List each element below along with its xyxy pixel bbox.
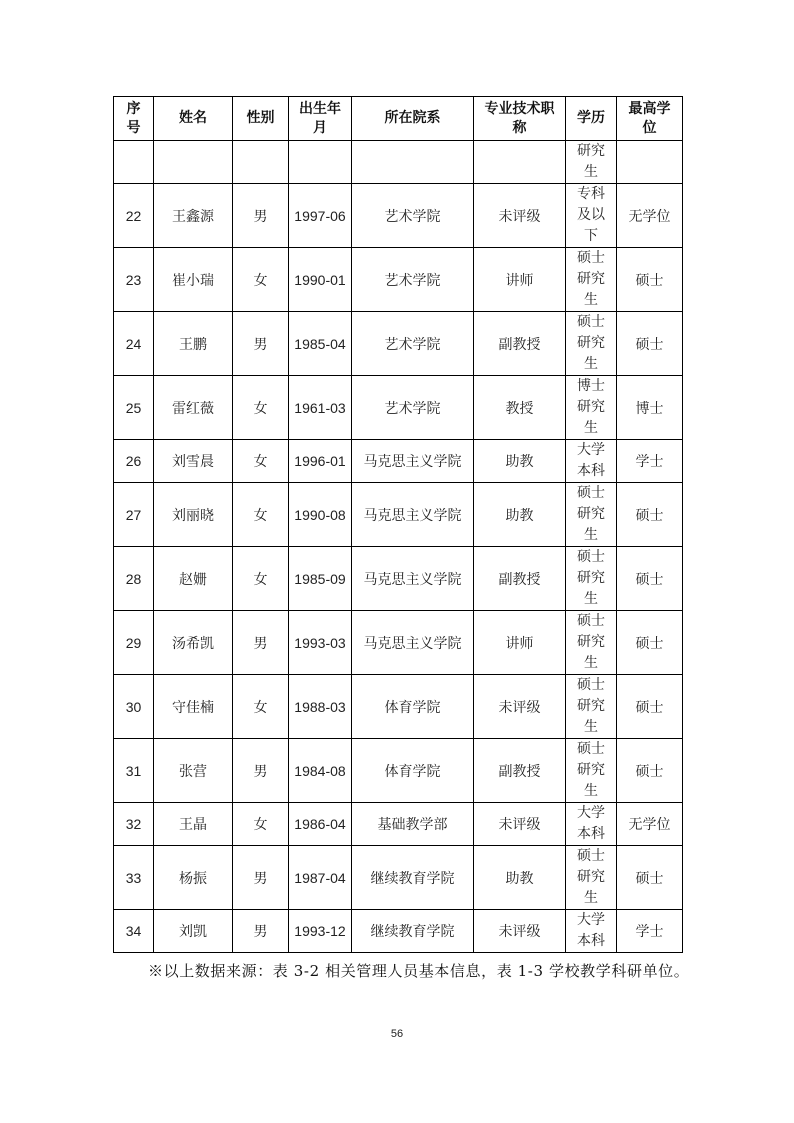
cell-degree: 硕士 bbox=[617, 248, 683, 312]
cell-department: 艺术学院 bbox=[352, 312, 474, 376]
cell-gender: 女 bbox=[233, 675, 289, 739]
header-title: 专业技术职称 bbox=[474, 97, 566, 141]
cell-education: 研究生 bbox=[566, 141, 617, 184]
cell-birth: 1985-04 bbox=[289, 312, 352, 376]
education-text: 大学本科 bbox=[577, 442, 605, 479]
cell-department: 艺术学院 bbox=[352, 376, 474, 440]
cell-education bbox=[566, 248, 617, 312]
cell-title: 未评级 bbox=[474, 675, 566, 739]
cell-birth: 1993-12 bbox=[289, 910, 352, 953]
cell-gender: 男 bbox=[233, 846, 289, 910]
cell-birth: 1996-01 bbox=[289, 440, 352, 483]
cell-title: 教授 bbox=[474, 376, 566, 440]
education-text: 大学本科 bbox=[577, 805, 605, 842]
header-row bbox=[114, 97, 683, 141]
table-row bbox=[114, 611, 683, 675]
education-text: 硕士研究生 bbox=[577, 613, 605, 671]
cell-department: 马克思主义学院 bbox=[352, 440, 474, 483]
table-row bbox=[114, 248, 683, 312]
table-row bbox=[114, 910, 683, 953]
cell-education bbox=[566, 483, 617, 547]
staff-table bbox=[113, 96, 683, 953]
cell-degree: 硕士 bbox=[617, 675, 683, 739]
cell-index: 25 bbox=[114, 376, 154, 440]
cell-title: 助教 bbox=[474, 483, 566, 547]
cell-name: 刘雪晨 bbox=[154, 440, 233, 483]
cell-education bbox=[566, 675, 617, 739]
cell-education bbox=[566, 547, 617, 611]
cell-index: 34 bbox=[114, 910, 154, 953]
cell-title: 副教授 bbox=[474, 739, 566, 803]
cell-degree: 无学位 bbox=[617, 803, 683, 846]
cell-name: 雷红薇 bbox=[154, 376, 233, 440]
cell-name: 崔小瑞 bbox=[154, 248, 233, 312]
cell-degree: 无学位 bbox=[617, 184, 683, 248]
cell-index: 24 bbox=[114, 312, 154, 376]
education-text: 硕士研究生 bbox=[577, 848, 605, 906]
cell-index: 29 bbox=[114, 611, 154, 675]
education-text: 硕士研究生 bbox=[577, 485, 605, 543]
cell-degree: 学士 bbox=[617, 440, 683, 483]
cell-birth: 1985-09 bbox=[289, 547, 352, 611]
cell-birth: 1990-01 bbox=[289, 248, 352, 312]
header-gender: 性别 bbox=[233, 97, 289, 141]
cell-index: 28 bbox=[114, 547, 154, 611]
cell-birth: 1987-04 bbox=[289, 846, 352, 910]
cell-title: 讲师 bbox=[474, 611, 566, 675]
table-row bbox=[114, 440, 683, 483]
cell-education bbox=[566, 312, 617, 376]
cell-degree: 学士 bbox=[617, 910, 683, 953]
cell-gender: 男 bbox=[233, 611, 289, 675]
cell-name: 王鑫源 bbox=[154, 184, 233, 248]
cell-name: 守佳楠 bbox=[154, 675, 233, 739]
table-row bbox=[114, 803, 683, 846]
header-name: 姓名 bbox=[154, 97, 233, 141]
cell-name: 赵姗 bbox=[154, 547, 233, 611]
cell-title bbox=[474, 141, 566, 184]
table-row bbox=[114, 483, 683, 547]
cell-gender: 女 bbox=[233, 547, 289, 611]
cell-birth: 1986-04 bbox=[289, 803, 352, 846]
cell-title: 未评级 bbox=[474, 803, 566, 846]
cell-education bbox=[566, 846, 617, 910]
education-text: 专科及以下 bbox=[577, 186, 605, 244]
cell-degree: 硕士 bbox=[617, 611, 683, 675]
cell-gender: 女 bbox=[233, 248, 289, 312]
education-text: 博士研究生 bbox=[577, 378, 605, 436]
table-row bbox=[114, 376, 683, 440]
header-index: 序号 bbox=[114, 97, 154, 141]
cell-department: 体育学院 bbox=[352, 739, 474, 803]
cell-department bbox=[352, 141, 474, 184]
cell-index: 32 bbox=[114, 803, 154, 846]
table-header bbox=[114, 97, 683, 141]
cell-index: 23 bbox=[114, 248, 154, 312]
cell-department: 基础教学部 bbox=[352, 803, 474, 846]
cell-title: 讲师 bbox=[474, 248, 566, 312]
cell-gender: 男 bbox=[233, 910, 289, 953]
cell-index: 31 bbox=[114, 739, 154, 803]
cell-department: 体育学院 bbox=[352, 675, 474, 739]
cell-degree: 博士 bbox=[617, 376, 683, 440]
footnote: ※以上数据来源：表 3-2 相关管理人员基本信息，表 1-3 学校教学科研单位。 bbox=[148, 962, 690, 980]
cell-gender: 女 bbox=[233, 440, 289, 483]
cell-birth bbox=[289, 141, 352, 184]
cell-name: 汤希凯 bbox=[154, 611, 233, 675]
cell-department: 马克思主义学院 bbox=[352, 483, 474, 547]
cell-title: 未评级 bbox=[474, 910, 566, 953]
education-text: 硕士研究生 bbox=[577, 314, 605, 372]
cell-degree: 硕士 bbox=[617, 547, 683, 611]
cell-degree: 硕士 bbox=[617, 483, 683, 547]
cell-gender: 女 bbox=[233, 376, 289, 440]
table-row bbox=[114, 675, 683, 739]
cell-birth: 1984-08 bbox=[289, 739, 352, 803]
education-text: 硕士研究生 bbox=[577, 250, 605, 308]
header-birth: 出生年月 bbox=[289, 97, 352, 141]
table-row bbox=[114, 184, 683, 248]
cell-name: 刘丽晓 bbox=[154, 483, 233, 547]
cell-birth: 1997-06 bbox=[289, 184, 352, 248]
cell-department: 艺术学院 bbox=[352, 184, 474, 248]
cell-gender: 男 bbox=[233, 312, 289, 376]
cell-education bbox=[566, 739, 617, 803]
cell-name: 张营 bbox=[154, 739, 233, 803]
cell-education bbox=[566, 184, 617, 248]
cell-index: 27 bbox=[114, 483, 154, 547]
cell-education bbox=[566, 440, 617, 483]
cell-department: 马克思主义学院 bbox=[352, 547, 474, 611]
cell-name: 杨振 bbox=[154, 846, 233, 910]
cell-name: 王晶 bbox=[154, 803, 233, 846]
cell-gender: 男 bbox=[233, 739, 289, 803]
cell-index: 22 bbox=[114, 184, 154, 248]
cell-degree: 硕士 bbox=[617, 739, 683, 803]
header-education: 学历 bbox=[566, 97, 617, 141]
cell-degree: 硕士 bbox=[617, 312, 683, 376]
continuation-row bbox=[114, 141, 683, 184]
cell-birth: 1961-03 bbox=[289, 376, 352, 440]
cell-title: 助教 bbox=[474, 846, 566, 910]
cell-gender bbox=[233, 141, 289, 184]
cell-education bbox=[566, 803, 617, 846]
cell-education bbox=[566, 376, 617, 440]
cell-education bbox=[566, 910, 617, 953]
cell-name: 刘凯 bbox=[154, 910, 233, 953]
cell-index: 33 bbox=[114, 846, 154, 910]
cell-index: 26 bbox=[114, 440, 154, 483]
cell-title: 未评级 bbox=[474, 184, 566, 248]
table-row bbox=[114, 739, 683, 803]
cell-birth: 1988-03 bbox=[289, 675, 352, 739]
education-text: 硕士研究生 bbox=[577, 741, 605, 799]
cell-birth: 1993-03 bbox=[289, 611, 352, 675]
table-row bbox=[114, 547, 683, 611]
cell-gender: 男 bbox=[233, 184, 289, 248]
education-text: 硕士研究生 bbox=[577, 677, 605, 735]
cell-degree bbox=[617, 141, 683, 184]
cell-department: 继续教育学院 bbox=[352, 910, 474, 953]
table-body bbox=[114, 141, 683, 953]
cell-name bbox=[154, 141, 233, 184]
cell-title: 副教授 bbox=[474, 312, 566, 376]
cell-title: 副教授 bbox=[474, 547, 566, 611]
cell-index bbox=[114, 141, 154, 184]
cell-department: 马克思主义学院 bbox=[352, 611, 474, 675]
page-number: 56 bbox=[390, 1028, 404, 1040]
education-text: 大学本科 bbox=[577, 912, 605, 949]
table-row bbox=[114, 846, 683, 910]
cell-index: 30 bbox=[114, 675, 154, 739]
cell-degree: 硕士 bbox=[617, 846, 683, 910]
education-text: 硕士研究生 bbox=[577, 549, 605, 607]
cell-gender: 女 bbox=[233, 483, 289, 547]
cell-name: 王鹏 bbox=[154, 312, 233, 376]
cell-department: 继续教育学院 bbox=[352, 846, 474, 910]
table-row bbox=[114, 312, 683, 376]
cell-title: 助教 bbox=[474, 440, 566, 483]
header-degree: 最高学位 bbox=[617, 97, 683, 141]
cell-department: 艺术学院 bbox=[352, 248, 474, 312]
cell-education bbox=[566, 611, 617, 675]
header-department: 所在院系 bbox=[352, 97, 474, 141]
cell-birth: 1990-08 bbox=[289, 483, 352, 547]
cell-gender: 女 bbox=[233, 803, 289, 846]
